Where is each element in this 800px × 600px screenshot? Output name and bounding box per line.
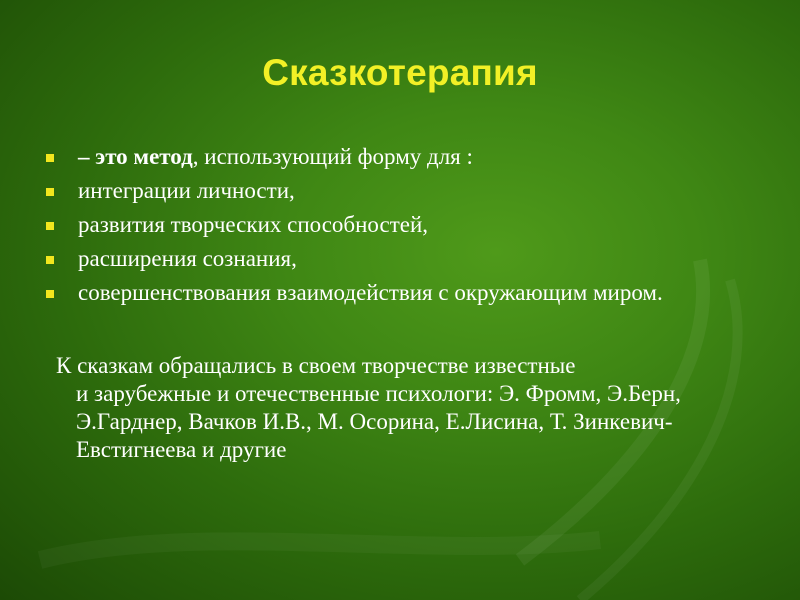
square-bullet-icon (46, 290, 54, 298)
bullet-item (46, 279, 766, 307)
bullet-item (46, 245, 766, 273)
square-bullet-icon (46, 222, 54, 230)
square-bullet-icon (46, 256, 54, 264)
body-paragraph (56, 352, 746, 464)
bullet-text: развития творческих способностей, (78, 212, 429, 237)
paragraph-first-line: К сказкам обращались в своем творчестве известные (56, 353, 576, 378)
bullet-bold-text: – это метод (78, 144, 193, 169)
bullet-item (46, 143, 766, 171)
bullet-text: расширения сознания, (78, 246, 297, 271)
square-bullet-icon (46, 154, 54, 162)
bullet-list (46, 143, 766, 313)
square-bullet-icon (46, 188, 54, 196)
slide-title: Сказкотерапия (262, 52, 538, 93)
bullet-text: , использующий форму для : (192, 144, 473, 169)
bullet-text: интеграции личности, (78, 178, 295, 203)
bullet-item (46, 211, 766, 239)
bullet-text: совершенствования взаимодействия с окружающим миром. (78, 280, 663, 305)
bullet-item (46, 177, 766, 205)
paragraph-continuation: и зарубежные и отечественные психологи: Э. Фромм, Э.Берн, Э.Гарднер, Вачков И.В., М. Осорина, Е.Лисина, Т. Зинкевич-Евстигнеева и другие (76, 381, 681, 462)
